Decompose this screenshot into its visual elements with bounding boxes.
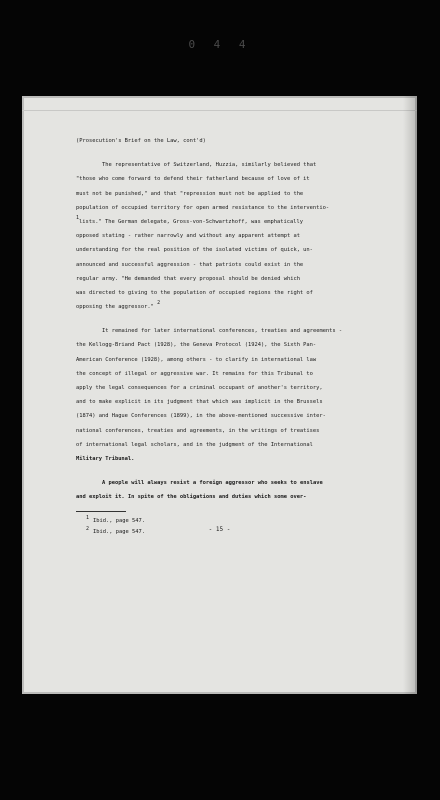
text-line: understanding for the real position of the isolated victims of quick, un- xyxy=(76,247,313,254)
footnote-number: 1 xyxy=(86,514,90,521)
text-line: regular army. "He demanded that every proposal should be denied which xyxy=(76,275,300,282)
document-body xyxy=(76,134,376,538)
text-line: announced and successful aggression - that patriots could exist in the xyxy=(76,261,304,268)
text-line: the Kellogg-Briand Pact (1928), the Geneva Protocol (1924), the Sixth Pan- xyxy=(76,342,317,349)
text-line-with-footnote xyxy=(76,300,376,314)
text-line: American Conference (1928), among others - to clarify in international law xyxy=(76,356,317,363)
text-line: the concept of illegal or aggressive war. It remains for this Tribunal to xyxy=(76,370,313,377)
text-line: must not be punished," and that "repression must not be applied to the xyxy=(76,190,304,197)
text-line: It remained for later international conferences, treaties and agreements - xyxy=(102,328,343,335)
text-line: of international legal scholars, and in the judgment of the International xyxy=(76,441,313,448)
text-line: (1874) and Hague Conferences (1899), in the above-mentioned successive inter- xyxy=(76,413,326,420)
footnote-text: Ibid., page 547. xyxy=(93,517,145,524)
document-heading: (Prosecution's Brief on the Law, cont'd) xyxy=(76,138,206,144)
footnote-mark: 1 xyxy=(76,214,80,221)
text-line-with-footnote xyxy=(76,215,376,229)
page-edge-shadow xyxy=(403,96,417,694)
text-line: was directed to giving to the population of occupied regions the right of xyxy=(76,289,313,296)
text-line: Military Tribunal. xyxy=(76,455,135,462)
microfilm-frame-number: 0 4 4 xyxy=(188,38,252,51)
document-page xyxy=(22,96,417,694)
footnote-text: Ibid., page 547. xyxy=(93,528,145,535)
text-line: and to make explicit in its judgment that which was implicit in the Brussels xyxy=(76,399,323,406)
text-line: apply the legal consequences for a criminal occupant of another's territory, xyxy=(76,385,323,391)
footnote xyxy=(76,516,376,527)
text-line: "those who come forward to defend their fatherland because of love of it xyxy=(76,176,310,183)
text-line: The representative of Switzerland, Huzzia, similarly believed that xyxy=(102,162,317,169)
text-line: and exploit it. In spite of the obligations and duties which some over- xyxy=(76,494,307,501)
text-line: lists." The German delegate, Gross-von-Schwartzhoff, was emphatically xyxy=(79,218,303,225)
text-line: population of occupied territory for open armed resistance to the interventio- xyxy=(76,204,330,211)
text-line: opposed stating - rather narrowly and without any apparent attempt at xyxy=(76,233,300,240)
footnote-separator xyxy=(76,511,126,512)
text-line: national conferences, treaties and agreements, in the writings of treatises xyxy=(76,427,320,434)
page-top-edge xyxy=(22,110,417,111)
text-line: opposing the aggressor." xyxy=(76,304,154,311)
text-line: A people will always resist a foreign aggressor who seeks to enslave xyxy=(102,480,323,487)
footnote-mark: 2 xyxy=(157,300,161,307)
page-number: - 15 - xyxy=(208,526,231,533)
footnote-number: 2 xyxy=(86,525,90,532)
